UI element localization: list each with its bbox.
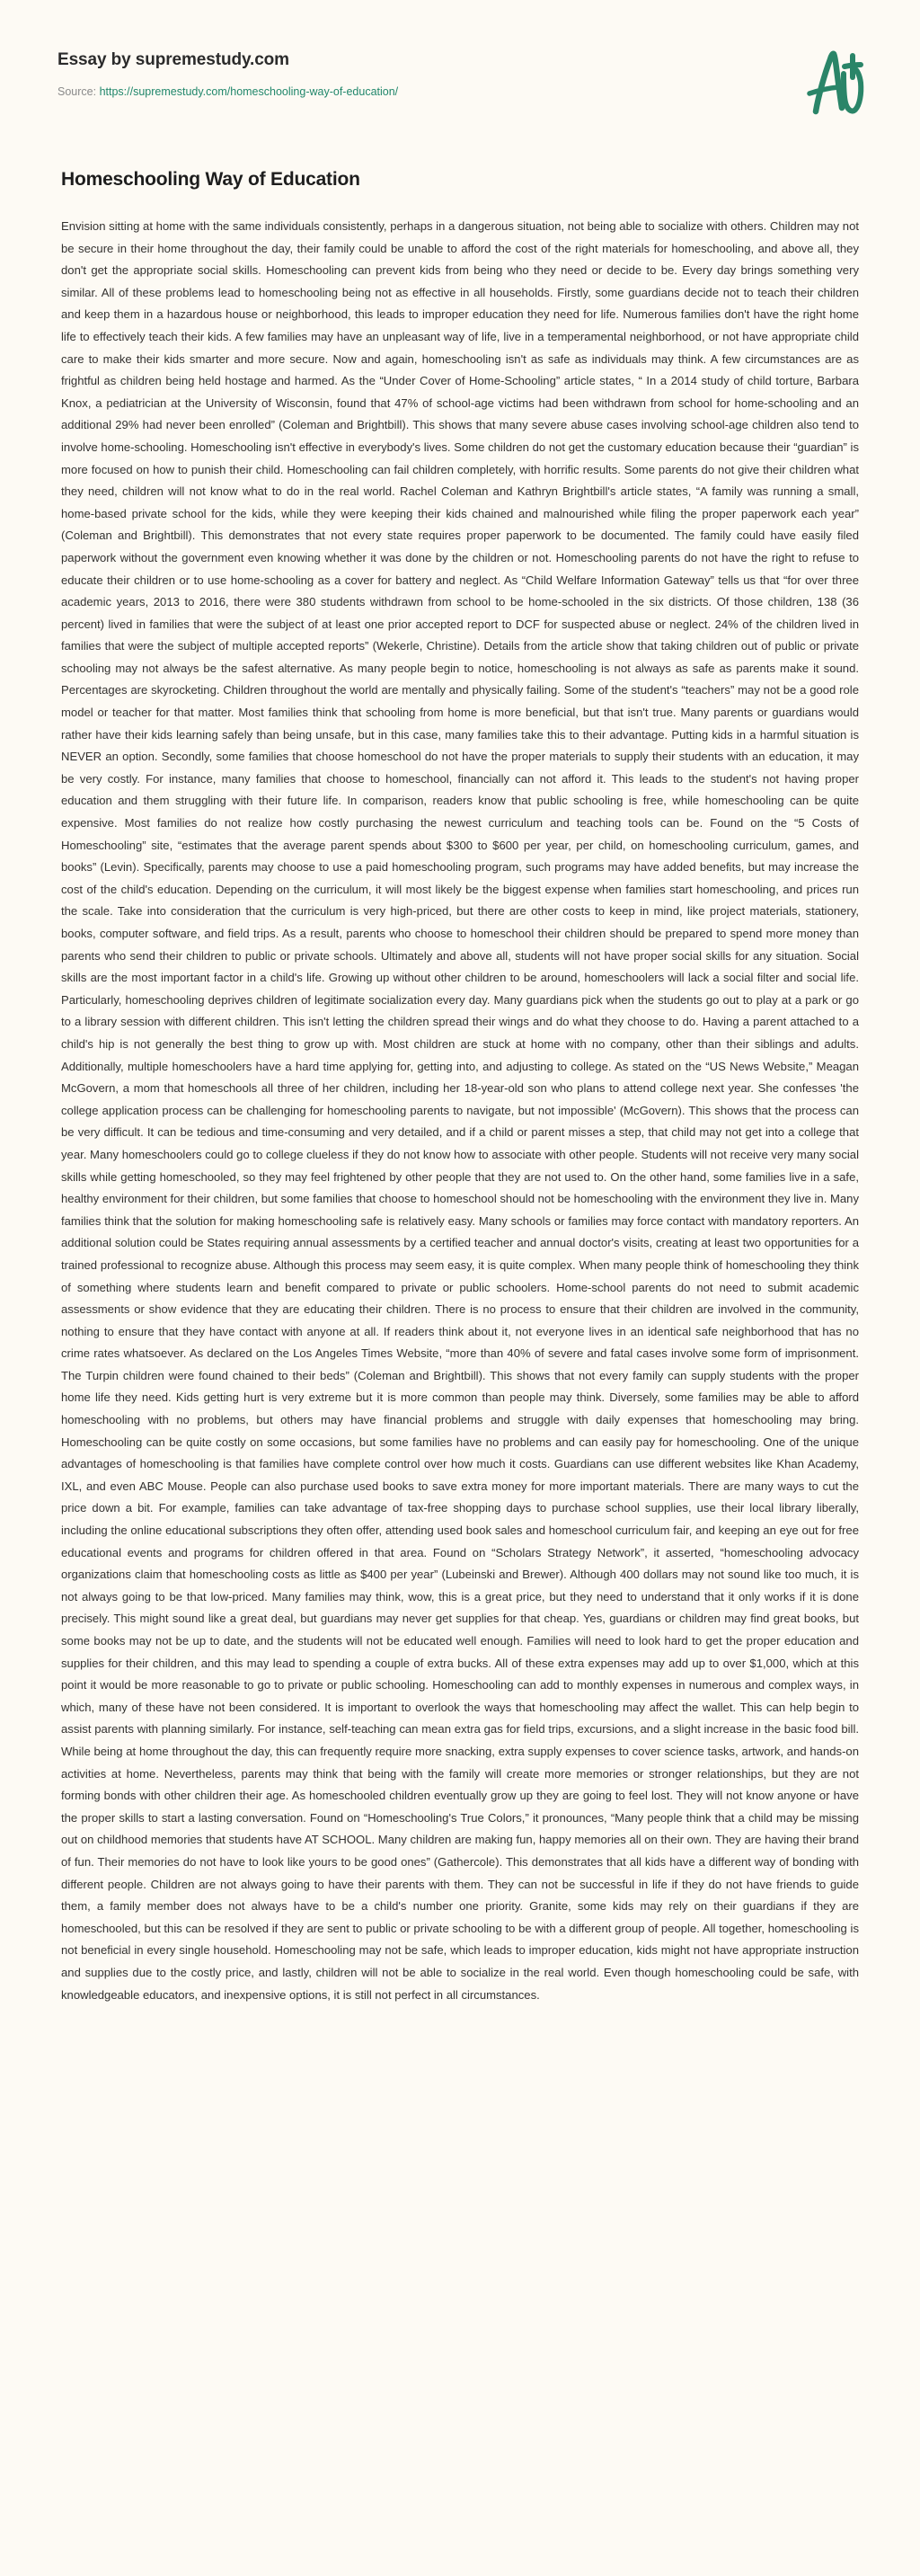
source-label: Source: <box>58 84 97 98</box>
source-url-link[interactable]: https://supremestudy.com/homeschooling-way-of-education/ <box>99 84 399 98</box>
a-plus-logo-icon <box>798 41 868 120</box>
page-header <box>0 0 920 126</box>
article-body <box>0 126 920 2042</box>
page-title: Homeschooling Way of Education <box>61 169 360 190</box>
essay-paragraph: Envision sitting at home with the same individuals consistently, perhaps in a dangerous situation, not being able to socialize with others. Children may not be secure in their home throughout the day, their family could be unable to afford the cost of the right materials for homeschooling, and above all, they don't get the appropriate social skills. Homeschooling can prevent kids from being who they need or decide to be. Every day brings something very similar. All of these problems lead to homeschooling being not as effective in all households. Firstly, some guardians decide not to teach their children and keep them in a hazardous house or neighborhood, this leads to improper education they need for life. Numerous families don't have the right home life to effectively teach their kids. A few families may have an unpleasant way of life, live in a temperamental neighborhood, or not have appropriate child care to make their kids smarter and more secure. Now and again, homeschooling isn't as safe as individuals may think. A few circumstances are as frightful as children being held hostage and harmed. As the “Under Cover of Home-Schooling” article states, “ In a 2014 study of child torture, Barbara Knox, a pediatrician at the University of Wisconsin, found that 47% of school-age victims had been withdrawn from school for home-schooling and an additional 29% had never been enrolled” (Coleman and Brightbill). This shows that many severe abuse cases involving school-age children also tend to involve home-schooling. Homeschooling isn't effective in everybody's lives. Some children do not get the customary education because their “guardian” is more focused on how to punish their child. Homeschooling can fail children completely, with horrific results. Some parents do not give their children what they need, children will not know what to do in the real world. Rachel Coleman and Kathryn Brightbill's article states, “A family was running a small, home-based private school for the kids, while they were keeping their kids chained and malnourished while filing the proper paperwork each year” (Coleman and Brightbill). This demonstrates that not every state requires proper paperwork to be documented. The family could have easily filed paperwork without the government even knowing whether it was done by the children or not. Homeschooling parents do not have the right to refuse to educate their children or to use home-schooling as a cover for battery and neglect. As “Child Welfare Information Gateway” tells us that “for over three academic years, 2013 to 2016, there were 380 students withdrawn from school to be home-schooled in the six districts. Of those children, 138 (36 percent) lived in families that were the subject of at least one prior accepted report to DCF for suspected abuse or neglect. 24% of the children lived in families that were the subject of multiple accepted reports” (Wekerle, Christine). Details from the article show that taking children out of public or private schooling may not always be the safest alternative. As many people begin to notice, homeschooling is not always as safe as parents make it sound. Percentages are skyrocketing. Children throughout the world are mentally and physically failing. Some of the student's “teachers” may not be a good role model or teacher for that matter. Most families think that schooling from home is more beneficial, but that isn't true. Many parents or guardians would rather have their kids learning safely than being unsafe, but in this case, many families take this to their advantage. Putting kids in a harmful situation is NEVER an option. Secondly, some families that choose homeschool do not have the proper materials to supply their students with an education, it may be very costly. For instance, many families that choose to homeschool, financially can not afford it. This leads to the student's not having proper education and them struggling with their future life. In comparison, readers know that public schooling is free, while homeschooling can be quite expensive. Most families do not realize how costly purchasing the newest curriculum and teaching tools can be. Found on the “5 Costs of Homeschooling” site, “estimates that the average parent spends about $300 to $600 per year, per child, on homeschooling curriculum, games, and books” (Levin). Specifically, parents may choose to use a paid homeschooling program, such programs may have added benefits, but may increase the cost of the child's education. Depending on the curriculum, it will most likely be the biggest expense when families start homeschooling, and prices run the scale. Take into consideration that the curriculum is very high-priced, but there are other costs to keep in mind, like project materials, stationery, books, computer software, and field trips. As a result, parents who choose to homeschool their children should be prepared to spend more money than parents who send their children to public or private schools. Ultimately and above all, students will not have proper social skills for any situation. Social skills are the most important factor in a child's life. Growing up without other children to be around, homeschoolers will lack a social filter and social life. Particularly, homeschooling deprives children of legitimate socialization every day. Many guardians pick when the students go out to play at a park or go to a library session with different children. This isn't letting the children spread their wings and do what they choose to do. Having a parent attached to a child's hip is not generally the best thing to grow up with. Most children are stuck at home with no company, other than their siblings and adults. Additionally, multiple homeschoolers have a hard time applying for, getting into, and adjusting to college. As stated on the “US News Website,” Meagan McGovern, a mom that homeschools all three of her children, including her 18-year-old son who plans to attend college next year. She confesses 'the college application process can be challenging for homeschooling parents to navigate, but not impossible' (McGovern). This shows that the process can be very difficult. It can be tedious and time-consuming and very detailed, and if a child or parent misses a step, that child may not get into a college that year. Many homeschoolers could go to college clueless if they do not know how to associate with other people. Students will not receive very many social skills while getting homeschooled, so they may feel frightened by other people that they are not used to. On the other hand, some families live in a safe, healthy environment for their children, but some families that choose to homeschool should not be homeschooling with the environment they live in. Many families think that the solution for making homeschooling safe is relatively easy. Many schools or families may force contact with mandatory reporters. An additional solution could be States requiring annual assessments by a certified teacher and annual doctor's visits, creating at least two opportunities for a trained professional to recognize abuse. Although this process may seem easy, it is quite complex. When many people think of homeschooling they think of something where students learn and benefit compared to private or public schoolers. Home-school parents do not need to submit academic assessments or show evidence that they are educating their children. There is no process to ensure that their children are involved in the community, nothing to ensure that they have contact with anyone at all. If readers think about it, not everyone lives in an identical safe neighborhood that has no crime rates whatsoever. As declared on the Los Angeles Times Website, “more than 40% of severe and fatal cases involve some form of imprisonment. The Turpin children were found chained to their beds” (Coleman and Brightbill). This shows that not every family can supply students with the proper home life they need. Kids getting hurt is very extreme but it is more common than people may think. Diversely, some families may be able to afford homeschooling with no problems, but others may have financial problems and struggle with daily expenses that homeschooling may bring. Homeschooling can be quite costly on some occasions, but some families have no problems and can easily pay for homeschooling. One of the unique advantages of homeschooling is that families have complete control over how much it costs. Guardians can use different websites like Khan Academy, IXL, and even ABC Mouse. People can also purchase used books to save extra money for more important materials. There are many ways to cut the price down a bit. For example, families can take advantage of tax-free shopping days to purchase school supplies, use their local library liberally, including the online educational subscriptions they often offer, attending used book sales and homeschool curriculum fair, and keeping an eye out for free educational events and programs for children offered in that area. Found on “Scholars Strategy Network”, it asserted, “homeschooling advocacy organizations claim that homeschooling costs as little as $400 per year” (Lubeinski and Brewer). Although 400 dollars may not sound like too much, it is not always going to be that low-priced. Many families may think, wow, this is a great price, but they need to understand that it only works if it is done precisely. This might sound like a great deal, but guardians may never get supplies for that cheap. Yes, guardians or children may find great books, but some books may not be up to date, and the students will not be educated well enough. Families will need to look hard to get the proper education and supplies for their children, and this may lead to spending a couple of extra bucks. All of these extra expenses may add up to over $1,000, which at this point it would be more reasonable to go to private or public schooling. Homeschooling can add to monthly expenses in numerous and complex ways, in which, many of these have not been considered. It is important to overlook the ways that homeschooling may affect the wallet. This can help begin to assist parents with planning similarly. For instance, self-teaching can mean extra gas for field trips, excursions, and a slight increase in the basic food bill. While being at home throughout the day, this can frequently require more snacking, extra supply expenses to cover science tasks, artwork, and hands-on activities at home. Nevertheless, parents may think that being with the family will create more memories or stronger relationships, but they are not forming bonds with other children their age. As homeschooled children eventually grow up they are going to feel lost. They will not know anyone or have the proper skills to start a lasting conversation. Found on “Homeschooling's True Colors,” it pronounces, “Many people think that a child may be missing out on childhood memories that students have AT SCHOOL. Many children are making fun, happy memories all on their own. They are having their brand of fun. Their memories do not have to look like yours to be good ones” (Gathercole). This demonstrates that all kids have a different way of bonding with different people. Children are not always going to have their parents with them. They can not be successful in life if they do not have friends to guide them, a family member does not always have to be a child's number one priority. Granite, some kids may rely on their guardians if they are homeschooled, but this can be resolved if they are sent to public or private schooling to be with a different group of people. All together, homeschooling is not beneficial in every single household. Homeschooling may not be safe, which leads to improper education, kids might not have appropriate instruction and supplies due to the costly price, and lastly, children will not be able to socialize in the real world. Even though homeschooling could be safe, with knowledgeable educators, and inexpensive options, it is still not perfect in all circumstances. <box>61 219 859 2002</box>
source-line <box>58 84 862 99</box>
brand-title: Essay by supremestudy.com <box>58 50 289 69</box>
